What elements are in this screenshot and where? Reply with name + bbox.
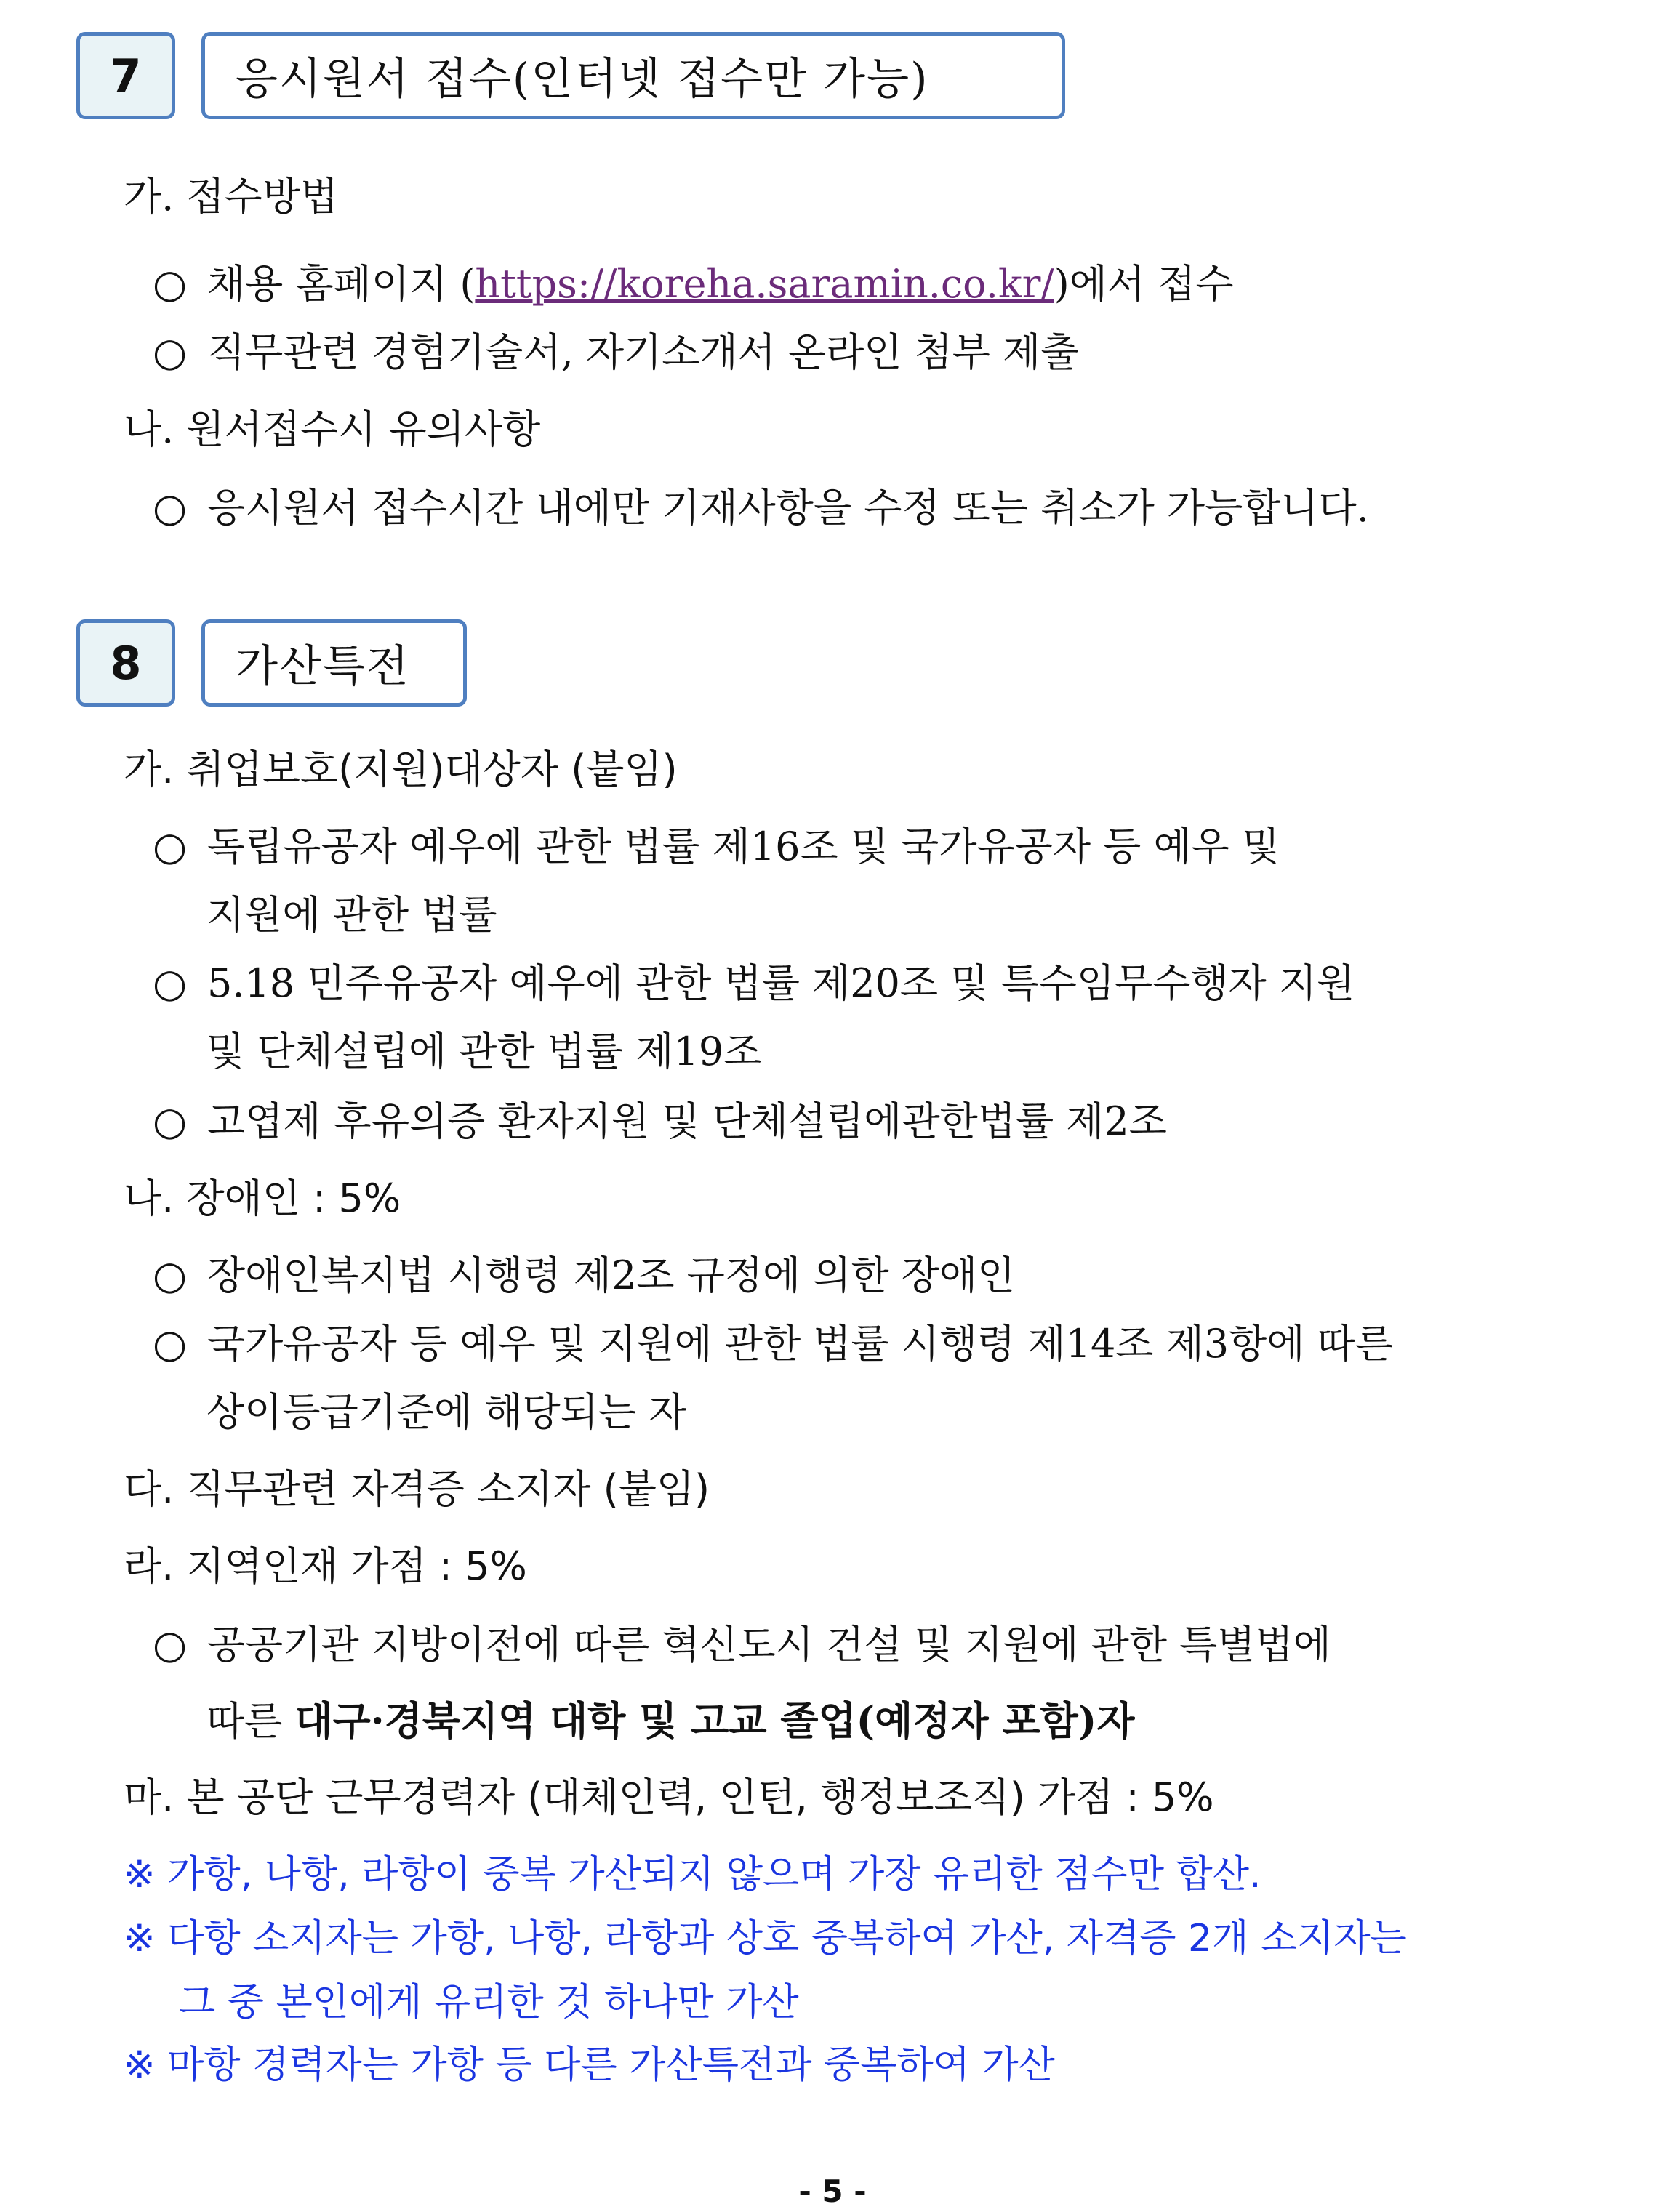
list-item-continuation: 지원에 관한 법률 [206,892,497,938]
homepage-link[interactable]: https://koreha.saramin.co.kr/ [475,261,1054,307]
list-item [153,1252,1015,1300]
subheading: 나. 장애인 : 5% [124,1175,401,1221]
list-item [153,960,1355,1008]
list-item [153,484,1369,532]
section-number: 8 [76,619,175,707]
bullet-icon: ○ [153,1098,188,1144]
section-title: 가산특전 [201,619,467,707]
bullet-icon: ○ [153,1321,188,1367]
bullet-icon: ○ [153,824,188,869]
list-item-text: 따른 [206,1698,295,1744]
note: ※ 가항, 나항, 라항이 중복 가산되지 않으며 가장 유리한 점수만 합산. [124,1853,1261,1897]
list-item-continuation: 상이등급기준에 해당되는 자 [206,1389,687,1435]
subheading: 나. 원서접수시 유의사항 [124,406,541,452]
note: ※ 마항 경력자는 가항 등 다른 가산특전과 중복하여 가산 [124,2043,1055,2087]
list-item-continuation: 및 단체설립에 관한 법률 제19조 [206,1029,762,1074]
list-item-text: 채용 홈페이지 ( [207,261,476,307]
list-item-text: 독립유공자 예우에 관한 법률 제16조 및 국가유공자 등 예우 및 [207,824,1280,869]
list-item-text: 국가유공자 등 예우 및 지원에 관한 법률 시행령 제14조 제3항에 따른 [207,1321,1393,1367]
list-item [153,1098,1167,1146]
subheading: 라. 지역인재 가점 : 5% [124,1543,527,1589]
bullet-icon: ○ [153,960,188,1006]
subheading: 마. 본 공단 근무경력자 (대체인력, 인턴, 행정보조직) 가점 : 5% [124,1774,1214,1820]
list-item [153,1320,1393,1368]
bullet-icon: ○ [153,485,188,531]
list-item-continuation [206,1697,1135,1745]
list-item [153,329,1078,377]
page-number: - 5 - [798,2173,867,2209]
list-item-text: 직무관련 경험기술서, 자기소개서 온라인 첨부 제출 [207,329,1079,375]
subheading: 다. 직무관련 자격증 소지자 (붙임) [124,1466,710,1512]
section-number: 7 [76,32,175,119]
list-item-text: 응시원서 접수시간 내에만 기재사항을 수정 또는 취소가 가능합니다. [207,485,1369,531]
bullet-icon: ○ [153,1252,188,1298]
bullet-icon: ○ [153,261,188,307]
list-item-text: )에서 접수 [1054,261,1234,307]
section-8-header [76,619,469,707]
list-item-text: 장애인복지법 시행령 제2조 규정에 의한 장애인 [207,1252,1016,1298]
list-item-text: 5.18 민주유공자 예우에 관한 법률 제20조 및 특수임무수행자 지원 [207,960,1355,1006]
list-item [153,1621,1331,1669]
note-continuation: 그 중 본인에게 유리한 것 하나만 가산 [179,1981,799,2024]
subheading: 가. 취업보호(지원)대상자 (붙임) [124,747,678,792]
list-item [153,260,1234,308]
note: ※ 다항 소지자는 가항, 나항, 라항과 상호 중복하여 가산, 자격증 2개 소지자는 [124,1917,1407,1960]
list-item [153,823,1280,871]
section-7-header [76,32,1065,119]
emphasis-text: 대구·경북지역 대학 및 고교 졸업(예정자 포함)자 [294,1697,1135,1744]
list-item-text: 공공기관 지방이전에 따른 혁신도시 건설 및 지원에 관한 특별법에 [207,1622,1331,1668]
subheading: 가. 접수방법 [124,174,339,220]
bullet-icon: ○ [153,329,188,375]
list-item-text: 고엽제 후유의증 환자지원 및 단체설립에관한법률 제2조 [207,1098,1167,1144]
bullet-icon: ○ [153,1622,188,1668]
section-title: 응시원서 접수(인터넷 접수만 가능) [201,32,1065,119]
